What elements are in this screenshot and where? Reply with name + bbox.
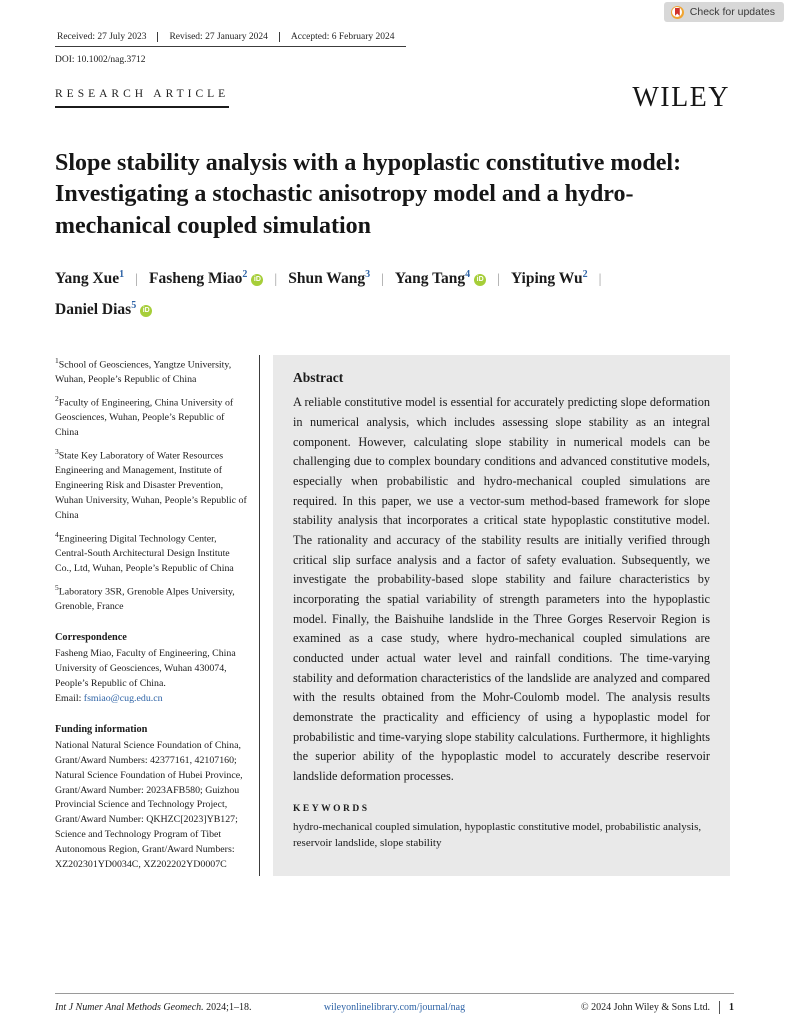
- orcid-icon[interactable]: iD: [474, 274, 486, 286]
- authors-row: [55, 263, 730, 325]
- author-affiliation-ref: 5: [131, 300, 137, 312]
- affiliation-text: Engineering Digital Technology Center, Central-South Architectural Design Institute Co., Ltd, Wuhan, People’s Republic of China: [55, 533, 234, 574]
- keywords-heading: KEYWORDS: [293, 803, 370, 814]
- affiliation-item: [55, 529, 248, 577]
- author-affiliation-ref: 3: [365, 269, 371, 281]
- email-link[interactable]: fsmiao@cug.edu.cn: [83, 692, 163, 704]
- dates-row: [55, 32, 406, 47]
- author-name: Yang Tang: [394, 270, 466, 288]
- check-for-updates-label: Check for updates: [689, 6, 775, 18]
- abstract-box: [273, 355, 730, 875]
- keywords-text: hydro-mechanical coupled simulation, hypoplastic constitutive model, probabilistic analysis, reservoir landslide, slope stability: [293, 820, 702, 850]
- funding-text: National Natural Science Foundation of China, Grant/Award Numbers: 42377161, 42107160; Natural Science Foundation of Hubei Province, Grant/Award Number: 2023AFB580; Guizhou Provincial Science and Technology Project, Grant/Award Number: QKHZC[2023]YB127; Science and Technology Program of Tibet Autonomous Region, Grant/Award Numbers: XZ202301YD0034C, XZ202202YD0007C: [55, 740, 243, 870]
- affiliation-number: 4: [55, 529, 59, 539]
- author-separator: |: [497, 272, 500, 288]
- author-name: Daniel Dias: [55, 301, 132, 319]
- author-name: Shun Wang: [288, 270, 366, 288]
- affiliation-text: Laboratory 3SR, Grenoble Alpes University, Grenoble, France: [55, 585, 235, 612]
- footer-journal-ref: [55, 1002, 281, 1013]
- affiliations-list: [55, 355, 248, 614]
- footer-copyright-wrap: [508, 1001, 734, 1014]
- affiliation-text: School of Geosciences, Yangtze University, Wuhan, People’s Republic of China: [55, 359, 232, 386]
- funding-block: [55, 722, 248, 873]
- journal-abbreviation: Int J Numer Anal Methods Geomech.: [55, 1002, 204, 1013]
- orcid-icon[interactable]: iD: [140, 305, 152, 317]
- doi-text: DOI: 10.1002/nag.3712: [55, 55, 146, 65]
- author-affiliation-ref: 1: [119, 269, 125, 281]
- author: [55, 270, 124, 287]
- journal-issue: 2024;1–18.: [206, 1002, 252, 1013]
- correspondence-block: [55, 630, 248, 707]
- footer-rule: [55, 993, 734, 994]
- affiliation-text: State Key Laboratory of Water Resources Engineering and Management, Institute of Engineering Risk and Disaster Prevention, Wuhan University, Wuhan, People’s Republic of China: [55, 450, 247, 521]
- correspondence-heading: Correspondence: [55, 631, 127, 643]
- author-affiliation-ref: 2: [242, 269, 248, 281]
- article-title: Slope stability analysis with a hypoplastic constitutive model: Investigating a stochastic anisotropy model and a hydro-mechanical coupled simulation: [55, 150, 682, 239]
- author-name: Yang Xue: [55, 270, 120, 288]
- affiliation-item: [55, 393, 248, 441]
- footer-link-wrap: [281, 1002, 507, 1013]
- author-separator: |: [381, 272, 384, 288]
- author-name: Fasheng Miao: [148, 270, 243, 288]
- left-column: [55, 355, 248, 875]
- author-separator: |: [274, 272, 278, 288]
- affiliation-item: [55, 355, 248, 388]
- affiliation-item: [55, 582, 248, 615]
- author-separator: |: [135, 272, 138, 288]
- abstract-heading: Abstract: [293, 370, 344, 386]
- footer-row: [55, 1001, 734, 1014]
- email-label: Email:: [55, 692, 82, 704]
- correspondence-text: [55, 647, 248, 706]
- page-content: [55, 0, 730, 876]
- accepted-date: Accepted: 6 February 2024: [279, 32, 406, 42]
- affiliation-number: 2: [55, 394, 59, 404]
- received-date: Received: 27 July 2023: [57, 32, 147, 42]
- author: [288, 270, 370, 287]
- affiliation-text: Faculty of Engineering, China University of Geosciences, Wuhan, People’s Republic of China: [55, 397, 234, 439]
- type-row: [55, 82, 730, 114]
- orcid-icon[interactable]: iD: [251, 274, 263, 286]
- author: [395, 270, 486, 287]
- author: [149, 270, 263, 287]
- correspondence-body: Fasheng Miao, Faculty of Engineering, China University of Geosciences, Wuhan 430074, People’s Republic of China.: [55, 648, 236, 689]
- affiliation-number: 5: [55, 582, 59, 592]
- author: [55, 301, 152, 318]
- affiliation-item: [55, 446, 248, 524]
- copyright-text: © 2024 John Wiley & Sons Ltd.: [581, 1002, 710, 1013]
- wiley-logo: WILEY: [632, 82, 730, 113]
- article-type-label: RESEARCH ARTICLE: [55, 88, 229, 108]
- author-separator: |: [598, 272, 602, 288]
- journal-website-link[interactable]: wileyonlinelibrary.com/journal/nag: [323, 1002, 466, 1013]
- author-name: Yiping Wu: [510, 270, 583, 288]
- funding-heading: Funding information: [55, 723, 148, 735]
- column-divider: [259, 355, 260, 875]
- abstract-text: A reliable constitutive model is essential for accurately predicting slope deformation in numerical analysis, which includes assessing slope stability as an integral component. However, calculating slope stability in numerical models can be challenging due to complex boundary conditions and advanced constitutive models, especially when probabilistic and hydro-mechanical coupled simulations are required. In this paper, we use a vector-sum method-based framework for slope stability analysis that incorporates a critical state hypoplastic constitutive model. The rationality and accuracy of the stability results are initially verified through critical slip surface analysis and a factor of safety evaluation. Subsequently, we investigate the probability-based slope stability and failure characteristics by incorporating the spatial variability of strength parameters into the hypoplastic model. Finally, the Baishuihe landslide in the Three Gorges Reservoir Region is examined as a case study, where hydro-mechanical coupled simulations are conducted under actual water level and rainfall conditions. The time-varying stability and deformation characteristics of the landslide are analyzed and compared with the results obtained from the Mohr-Coulomb model. The analysis results demonstrate the practicality and efficiency of using a hypoplastic model for probabilistic and time-varying slope stability calculations. Furthermore, it highlights the superior ability of the hypoplastic model to accurately describe reservoir landslide deformation processes.: [293, 395, 710, 784]
- author: [511, 270, 588, 287]
- author-affiliation-ref: 2: [582, 269, 588, 281]
- revised-date: Revised: 27 January 2024: [157, 32, 278, 42]
- affiliation-number: 1: [55, 356, 59, 366]
- columns: [55, 355, 730, 875]
- author-affiliation-ref: 4: [465, 269, 471, 281]
- page-number-divider: [719, 1001, 720, 1014]
- page-number: 1: [728, 1002, 734, 1013]
- footer: [55, 993, 734, 1014]
- affiliation-number: 3: [55, 447, 59, 457]
